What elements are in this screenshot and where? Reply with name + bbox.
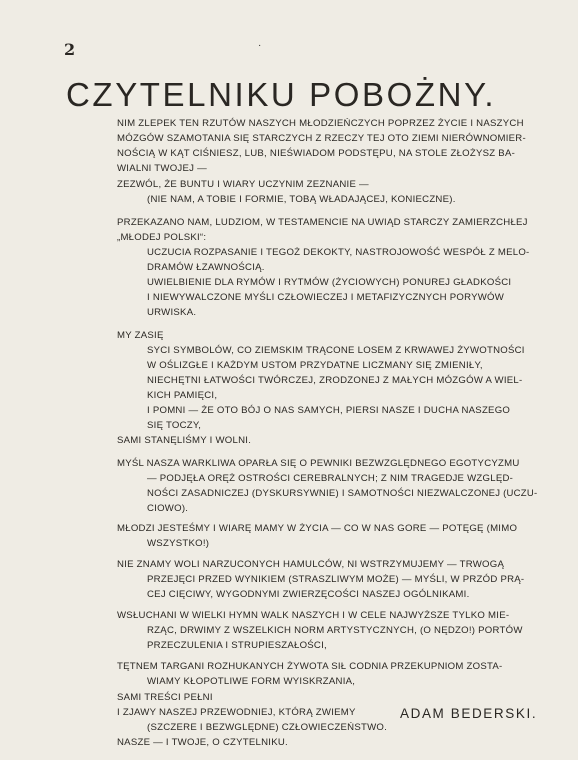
text-line: PRZEKAZANO NAM, LUDZIOM, W TESTAMENCIE NA UWIĄD STARCZY ZAMIERZCHŁEJ [117,217,528,228]
text-line: SAMI TREŚCI PEŁNI [117,692,213,703]
page-title: CZYTELNIKU POBOŻNY. [66,76,497,113]
text-line: RZĄC, DRWIMY Z WSZELKICH NORM ARTYSTYCZNYCH, (O NĘDZO!) PORTÓW [147,625,523,636]
text-line: (NIE NAM, A TOBIE I FORMIE, TOBĄ WŁADAJĄCEJ, KONIECZNE). [147,194,456,205]
text-line: I NIEWYWALCZONE MYŚLI CZŁOWIECZEJ I METAFIZYCZNYCH PORYWÓW [147,292,505,303]
text-line: — PODJĘŁA ORĘŻ OSTROŚCI CEREBRALNYCH; Z NIM TRAGEDJE WZGLĘD- [147,473,514,484]
text-line: „MŁODEJ POLSKI“: [117,232,207,243]
text-line: WSŁUCHANI W WIELKI HYMN WALK NASZYCH I W CELE NAJWYŻSZE TYLKO MIE- [117,610,510,621]
text-line: WSZYSTKO!) [147,538,210,549]
page-number: 2 [64,40,76,59]
text-line: NOŚCIĄ W KĄT CIŚNIESZ, LUB, NIEŚWIADOM PODSTĘPU, NA STOLE ZŁOŻYSZ BA- [117,148,516,159]
text-line: NIM ZLEPEK TEN RZUTÓW NASZYCH MŁODZIEŃCZYCH POPRZEZ ŻYCIE I NASZYCH [117,118,524,129]
text-line: MYŚL NASZA WARKLIWA OPARŁA SIĘ O PEWNIKI BEZWZGLĘDNEGO EGOTYCYZMU [117,458,520,469]
text-line: WIALNI TWOJEJ — [117,163,207,174]
text-line: UCZUCIA ROZPASANIE I TEGOŻ DEKOKTY, NASTROJOWOŚĆ WESPÓŁ Z MELO- [147,247,530,258]
text-line: PRZECZULENIA I STRUPIESZAŁOŚCI, [147,640,327,651]
text-line: SAMI STANĘLIŚMY I WOLNI. [117,435,252,446]
text-line: W OŚLIZGŁE I KAŻDYM USTOM PRZYDATNE LICZMANY SIĘ ZMIENIŁY, [147,360,483,371]
text-line: I ZJAWY NASZEJ PRZEWODNIEJ, KTÓRĄ ZWIEMY [117,707,356,718]
text-line: UWIELBIENIE DLA RYMÓW I RYTMÓW (ŻYCIOWYCH) PONUREJ GŁADKOŚCI [147,277,512,288]
text-line: (SZCZERE I BEZWGLĘDNE) CZŁOWIECZEŃSTWO. [147,722,388,733]
text-line: SIĘ TOCZY, [147,420,202,431]
text-line: MY ZASIĘ [117,330,164,341]
text-line: I POMNI — ŻE OTO BÓJ O NAS SAMYCH, PIERSI NASZE I DUCHA NASZEGO [147,405,511,416]
text-line: NIECHĘTNI ŁATWOŚCI TWÓRCZEJ, ZRODZONEJ Z MAŁYCH MÓZGÓW A WIEL- [147,375,523,386]
text-line: DRAMÓW ŁZAWNOŚCIĄ. [147,262,265,273]
author-signature: ADAM BEDERSKI. [400,706,538,721]
text-line: MÓZGÓW SZAMOTANIA SIĘ STARCZYCH Z RZECZY TEJ OTO ZIEMI NIERÓWNOMIER- [117,133,526,144]
text-line: KICH PAMIĘCI, [147,390,218,401]
text-line: NASZE — I TWOJE, O CZYTELNIKU. [117,737,288,748]
ornament-mark: · [258,40,262,51]
text-line: URWISKA. [147,307,197,318]
text-line: NOŚCI ZASADNICZEJ (DYSKURSYWNIE) I SAMOTNOŚCI NIEZWALCZONEJ (UCZU- [147,488,538,499]
text-line: PRZEJĘCI PRZED WYNIKIEM (STRASZLIWYM MOŻE) — MYŚLI, W PRZÓD PRĄ- [147,574,525,585]
text-line: SYCI SYMBOLÓW, CO ZIEMSKIM TRĄCONE LOSEM Z KRWAWEJ ŻYWOTNOŚCI [147,345,525,356]
text-line: CEJ CIĘCIWY, WYGODNYMI ZWIERZĘCOŚCI NASZEJ OGÓLNIKAMI. [147,589,470,600]
text-line: ZEZWÓL, ŻE BUNTU I WIARY UCZYNIM ZEZNANIE — [117,179,369,190]
text-line: MŁODZI JESTEŚMY I WIARĘ MAMY W ŻYCIA — CO W NAS GORE — POTĘGĘ (MIMO [117,523,518,534]
text-line: TĘTNEM TARGANI ROZHUKANYCH ŻYWOTA SIŁ CODNIA PRZEKUPNIOM ZOSTA- [117,661,503,672]
text-line: NIE ZNAMY WOLI NARZUCONYCH HAMULCÓW, NI WSTRZYMUJEMY — TRWOGĄ [117,559,505,570]
text-line: CIOWO). [147,503,189,514]
text-line: WIAMY KŁOPOTLIWE FORM WYISKRZANIA, [147,676,356,687]
